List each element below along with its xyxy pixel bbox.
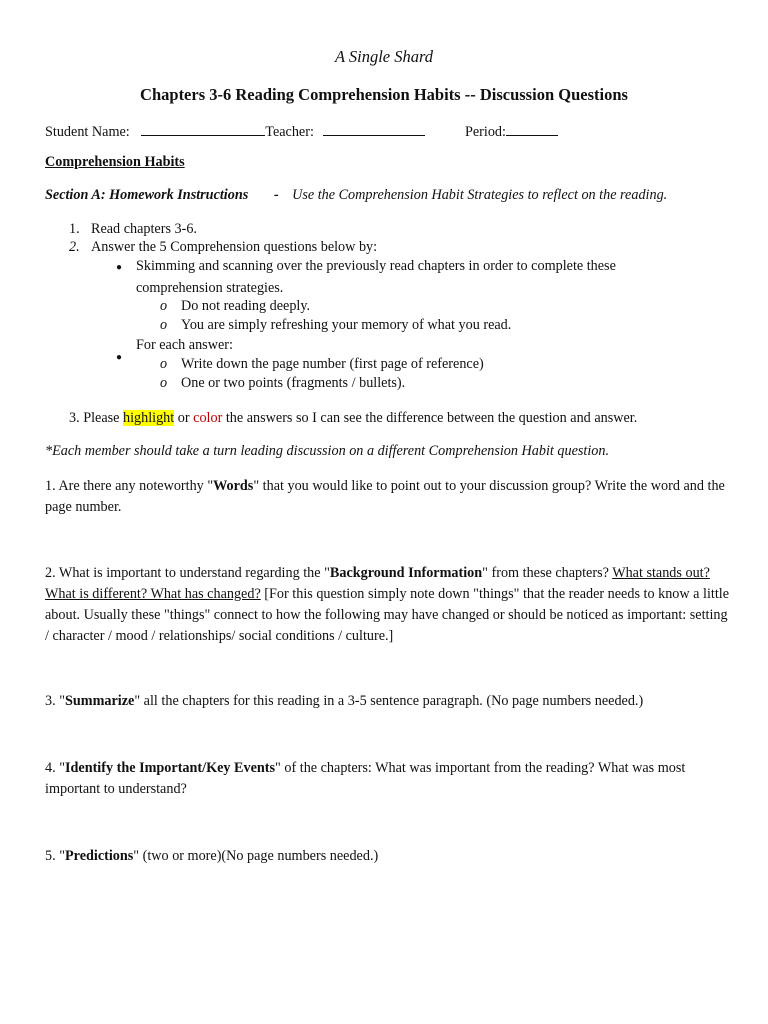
q3-keyword: Summarize [64, 693, 135, 709]
step-3-post: the answers so I can see the difference between the question and answer. [225, 410, 638, 426]
q5-post: " (two or more)(No page numbers needed.) [133, 848, 379, 864]
sub-bullet-marker: o [160, 298, 168, 314]
period-label: Period: [464, 124, 506, 140]
student-name-field[interactable] [141, 121, 265, 136]
step-3-or: or [177, 410, 190, 426]
step-3 [69, 410, 637, 427]
member-note: *Each member should take a turn leading discussion on a different Comprehension Habit question. [45, 443, 610, 459]
q1-post: " that you would like to point out to your discussion group? Write the word and the page number. [45, 478, 725, 515]
step-1-text: Read chapters 3-6. [91, 221, 197, 237]
step-3-pre: Please [83, 410, 120, 426]
period-field[interactable] [506, 121, 558, 136]
q2-mid: " from these chapters? [482, 565, 613, 581]
question-2 [45, 563, 735, 647]
bullet-1-line1: Skimming and scanning over the previously read chapters in order to complete these [136, 258, 616, 274]
question-4 [45, 758, 735, 800]
q4-keyword: Identify the Important/Key Events [64, 760, 276, 776]
page-heading: Chapters 3-6 Reading Comprehension Habits -- Discussion Questions [140, 85, 628, 104]
sub-bullet-marker: o [160, 375, 168, 391]
step-2-number: 2. [69, 239, 80, 255]
bullet-2-dot: ● [116, 352, 123, 363]
section-a-dash: - [273, 187, 279, 203]
q5-pre: 5. " [45, 848, 65, 864]
teacher-label: Teacher: [265, 124, 314, 140]
q3-pre: 3. " [45, 693, 65, 709]
bullet-2-text: For each answer: [136, 337, 233, 353]
student-info-line [45, 121, 558, 141]
q3-post: " all the chapters for this reading in a 3-5 sentence paragraph. (No page numbers needed.) [134, 693, 644, 709]
q2-keyword: Background Information [329, 565, 483, 581]
bullet-1-dot: ● [116, 262, 123, 273]
question-3 [45, 691, 735, 712]
q2-underlined: What stands out? What is different? What has changed? [45, 565, 710, 602]
section-a-description: Use the Comprehension Habit Strategies to reflect on the reading. [292, 187, 668, 203]
teacher-field[interactable] [323, 121, 425, 136]
q5-keyword: Predictions [64, 848, 134, 864]
bullet-2-sub-1: Write down the page number (first page of reference) [181, 356, 484, 372]
q4-post: " of the chapters: What was important from the reading? What was most important to understand? [45, 760, 686, 797]
q1-pre: 1. Are there any noteworthy " [45, 478, 214, 494]
sub-bullet-marker: o [160, 356, 168, 372]
color-word: color [193, 410, 223, 426]
question-1 [45, 476, 735, 518]
q1-keyword: Words [213, 478, 254, 494]
q4-pre: 4. " [45, 760, 65, 776]
book-title: A Single Shard [334, 47, 434, 66]
bullet-1-line2: comprehension strategies. [136, 280, 284, 296]
highlight-word: highlight [122, 410, 175, 426]
step-2-text: Answer the 5 Comprehension questions below by: [91, 239, 378, 255]
step-1-number: 1. [69, 221, 80, 237]
bullet-2-sub-2: One or two points (fragments / bullets). [181, 375, 406, 391]
question-5 [45, 846, 735, 867]
bullet-1-sub-1: Do not reading deeply. [181, 298, 311, 314]
sub-bullet-marker: o [160, 317, 168, 333]
step-3-number: 3. [69, 410, 80, 426]
step-1 [69, 221, 80, 238]
section-a-line [45, 187, 667, 204]
q2-post: [For this question simply note down "things" that the reader needs to know a little about. Usually these "things" connect to how the following may have changed or should be noticed as important: setting / character / mood / relationships/ social conditions / culture.] [45, 586, 730, 644]
section-a-label: Section A: Homework Instructions [45, 187, 249, 203]
q2-pre: 2. What is important to understand regarding the " [45, 565, 330, 581]
student-name-label: Student Name: [45, 124, 130, 140]
comprehension-habits-heading: Comprehension Habits [45, 154, 185, 170]
bullet-1-sub-2: You are simply refreshing your memory of what you read. [181, 317, 512, 333]
